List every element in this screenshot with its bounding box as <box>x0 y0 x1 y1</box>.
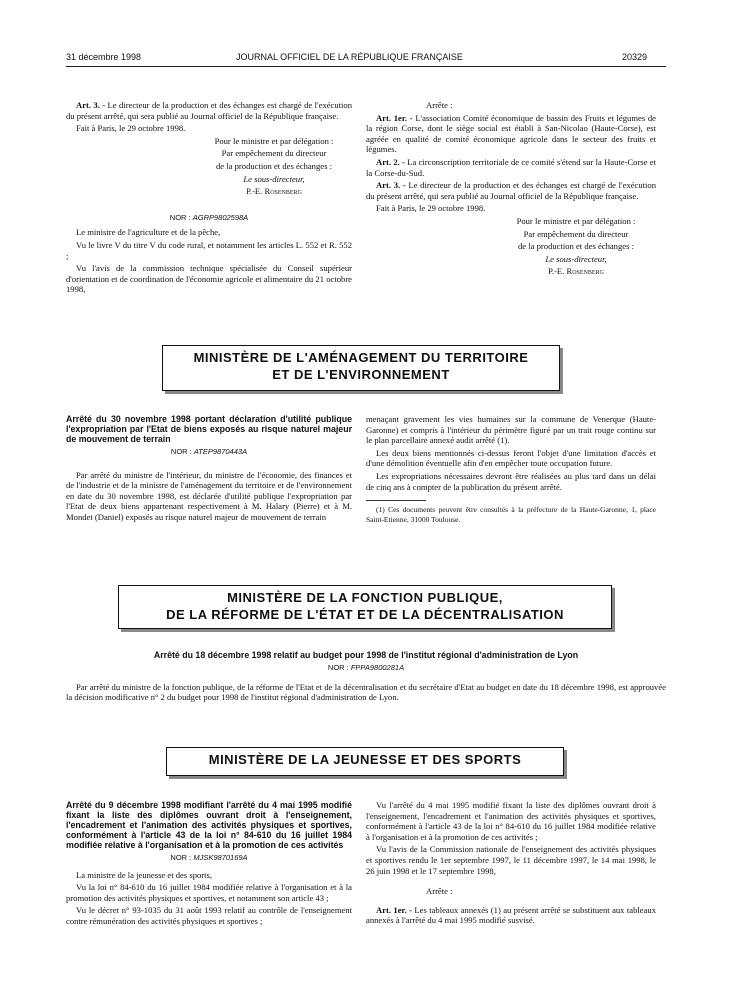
section2-title: Arrêté du 18 décembre 1998 relatif au budget pour 1998 de l'institut régional d'administration de Lyon <box>153 650 579 660</box>
section1-left-column <box>66 414 352 525</box>
section3-right-column: Vu l'arrêté du 4 mai 1995 modifié fixant la liste des diplômes ouvrant droit à l'enseignement, l'encadrement et l'animation des activités physiques et sportives, conformément à l'article 43 de la loi n° 84-610 du 16 juillet 1984 modifiée relative à l'organisation et à la promotion de ces activités ; Vu l'avis de la Commission nationale de l'enseignement des activités physiques et sportives rendu le 1er septembre 1997, le 11 décembre 1997, le 14 mai 1998, le 26 juin 1998 et le 17 septembre 1998, Arrête : Art. 1er. - Les tableaux annexés (1) au présent arrêté se substituent aux tableaux annexés à l'arrêté du 4 mai 1995 modifié susvisé. <box>366 800 656 926</box>
arrete-label: Arrête : <box>426 100 453 110</box>
footnote-rule <box>366 500 426 501</box>
article-3-paragraph: Art. 3. - Le directeur de la production et des échanges est chargé de l'exécution du présent arrêté, qui sera publié au Journal officiel de la République française. <box>66 100 352 121</box>
article-2-paragraph: Art. 2. - La circonscription territoriale de ce comité s'étend sur la Haute-Corse et la Corse-du-Sud. <box>366 156 656 178</box>
nor-reference: NOR : AGRP9802598A <box>169 212 249 222</box>
top-left-column: Art. 3. - Le directeur de la production et des échanges est chargé de l'exécution du présent arrêté, qui sera publié au Journal officiel de la République française. Fait à Paris, le 29 octobre 1998. Pour le ministre et par délégation : Par empêchement du directeur de la production et des échanges : Le sous-directeur, P.-E. Rosenberg NOR : AGRP9802598A Le ministre de l'agriculture et de la pêche, Vu le livre V du titre V du code rural, et notamment les articles L. 552 et R. 552 ; Vu l'avis de la commission technique spécialisée du Conseil supérieur d'orientation et de coordination de l'économie agricole et alimentaire du 21 octobre 1998, <box>66 100 352 295</box>
ministry-heading-fonction-publique: MINISTÈRE DE LA FONCTION PUBLIQUE, DE LA RÉFORME DE L'ÉTAT ET DE LA DÉCENTRALISATION <box>118 585 612 629</box>
nor-reference: NOR : MJSK9870169A <box>170 853 248 862</box>
ministry-heading-jeunesse-sports: MINISTÈRE DE LA JEUNESSE ET DES SPORTS <box>166 747 564 776</box>
header-page-number: 20329 <box>622 52 648 62</box>
fait-a-paris: Fait à Paris, le 29 octobre 1998. <box>76 123 186 134</box>
top-right-column <box>366 100 656 279</box>
section2 <box>66 650 666 705</box>
header-rule <box>66 66 666 67</box>
section1-right-column: menaçant gravement les vies humaines sur la commune de Venerque (Haute-Garonne) et compris à l'intérieur du périmètre figuré par un trait rouge continu sur le plan parcellaire annexé audit arrêté (1). Les deux biens mentionnés ci-dessus feront l'objet d'une limitation d'accès et d'une démolition éventuelle afin d'en empêcher toute occupation future. Les expropriations nécessaires devront être réalisées au plus tard dans un délai de cinq ans à compter de la publication du présent arrêté. (1) Ces documents peuvent être consultés à la préfecture de la Haute-Garonne, 1, place Saint-Etienne, 31000 Toulouse. <box>366 414 656 524</box>
article-1-paragraph: Art. 1er. - L'association Comité économique de bassin des Fruits et légumes de la région Corse, dont le siège social est établi à San-Nicolao (Haute-Corse), est agréée en qualité de comité économique agricole dans le secteur des fruits et légumes. <box>366 112 656 155</box>
section3-left-column: Arrêté du 9 décembre 1998 modifiant l'arrêté du 4 mai 1995 modifié fixant la liste des diplômes ouvrant droit à l'enseignement, l'encadrement et l'animation des activités physiques et sportives, conformément à l'article 43 de la loi n° 84-610 du 16 juillet 1984 modifiée relative à l'organisation et à la promotion de ces activités NOR : MJSK9870169A La ministre de la jeunesse et des sports, Vu la loi n° 84-610 du 16 juillet 1984 modifiée relative à l'organisation et à la promotion des activités physiques et sportives, et notamment son article 43 ; Vu le décret n° 93-1035 du 31 août 1993 relatif au contrôle de l'enseignement contre rémunération des activités physiques et sportives ; <box>66 800 352 926</box>
article-1-paragraph: Art. 1er. - Les tableaux annexés (1) au présent arrêté se substituent aux tableaux annexés à l'arrêté du 4 mai 1995 modifié susvisé. <box>366 904 656 926</box>
footnote: (1) Ces documents peuvent être consultés à la préfecture de la Haute-Garonne, 1, place Saint-Etienne, 31000 Toulouse. <box>366 505 656 524</box>
article-3-paragraph: Art. 3. - Le directeur de la production et des échanges est chargé de l'exécution du présent arrêté, qui sera publié au Journal officiel de la République française. <box>366 180 656 201</box>
nor-reference: NOR : FPPA9800281A <box>327 663 405 672</box>
section1-title: Arrêté du 30 novembre 1998 portant déclaration d'utilité publique l'expropriation par l'Etat de biens exposés au risque naturel majeur de mouvement de terrain <box>66 414 352 444</box>
section2-body: Par arrêté du ministre de la fonction publique, de la réforme de l'Etat et de la décentralisation et du secrétaire d'Etat au budget en date du 18 décembre 1998, est approuvée la décision modificative n° 2 du budget pour 1998 de l'institut régional d'administration de Lyon. <box>66 681 666 703</box>
ministry-heading-amenagement: MINISTÈRE DE L'AMÉNAGEMENT DU TERRITOIRE ET DE L'ENVIRONNEMENT <box>162 345 560 391</box>
signature-block: Pour le ministre et par délégation : Par empêchement du directeur de la production et des échanges : Le sous-directeur, P.-E. Rosenberg <box>214 135 334 197</box>
nor-reference: NOR : ATEP9870443A <box>170 447 248 456</box>
fait-a-paris: Fait à Paris, le 29 octobre 1998. <box>376 203 486 214</box>
arrete-label: Arrête : <box>426 886 453 897</box>
article-3-label: Art. 3. - <box>76 100 106 110</box>
section1-body: Par arrêté du ministre de l'intérieur, du ministre de l'économie, des finances et de l'industrie et de la ministre de l'aménagement du territoire et de l'environnement en date du 30 novembre 1998, est déclarée d'utilité publique l'expropriation par l'Etat de deux biens appartenant respectivement à M. Halary (Pierre) et à M. Mondet (Daniel) exposés au risque naturel majeur de mouvement de terrain <box>66 469 352 522</box>
header-date: 31 décembre 1998 <box>66 52 142 62</box>
section3-title: Arrêté du 9 décembre 1998 modifiant l'arrêté du 4 mai 1995 modifié fixant la liste des diplômes ouvrant droit à l'enseignement, l'encadrement et l'animation des activités physiques et sportives, conformément à l'article 43 de la loi n° 84-610 du 16 juillet 1984 modifiée relative à l'organisation et à la promotion de ces activités <box>66 800 352 850</box>
signature-block: Pour le ministre et par délégation : Par empêchement du directeur de la production et des échanges : Le sous-directeur, P.-E. Rosenberg <box>516 215 636 277</box>
header-journal-title: JOURNAL OFFICIEL DE LA RÉPUBLIQUE FRANÇAISE <box>236 52 463 62</box>
